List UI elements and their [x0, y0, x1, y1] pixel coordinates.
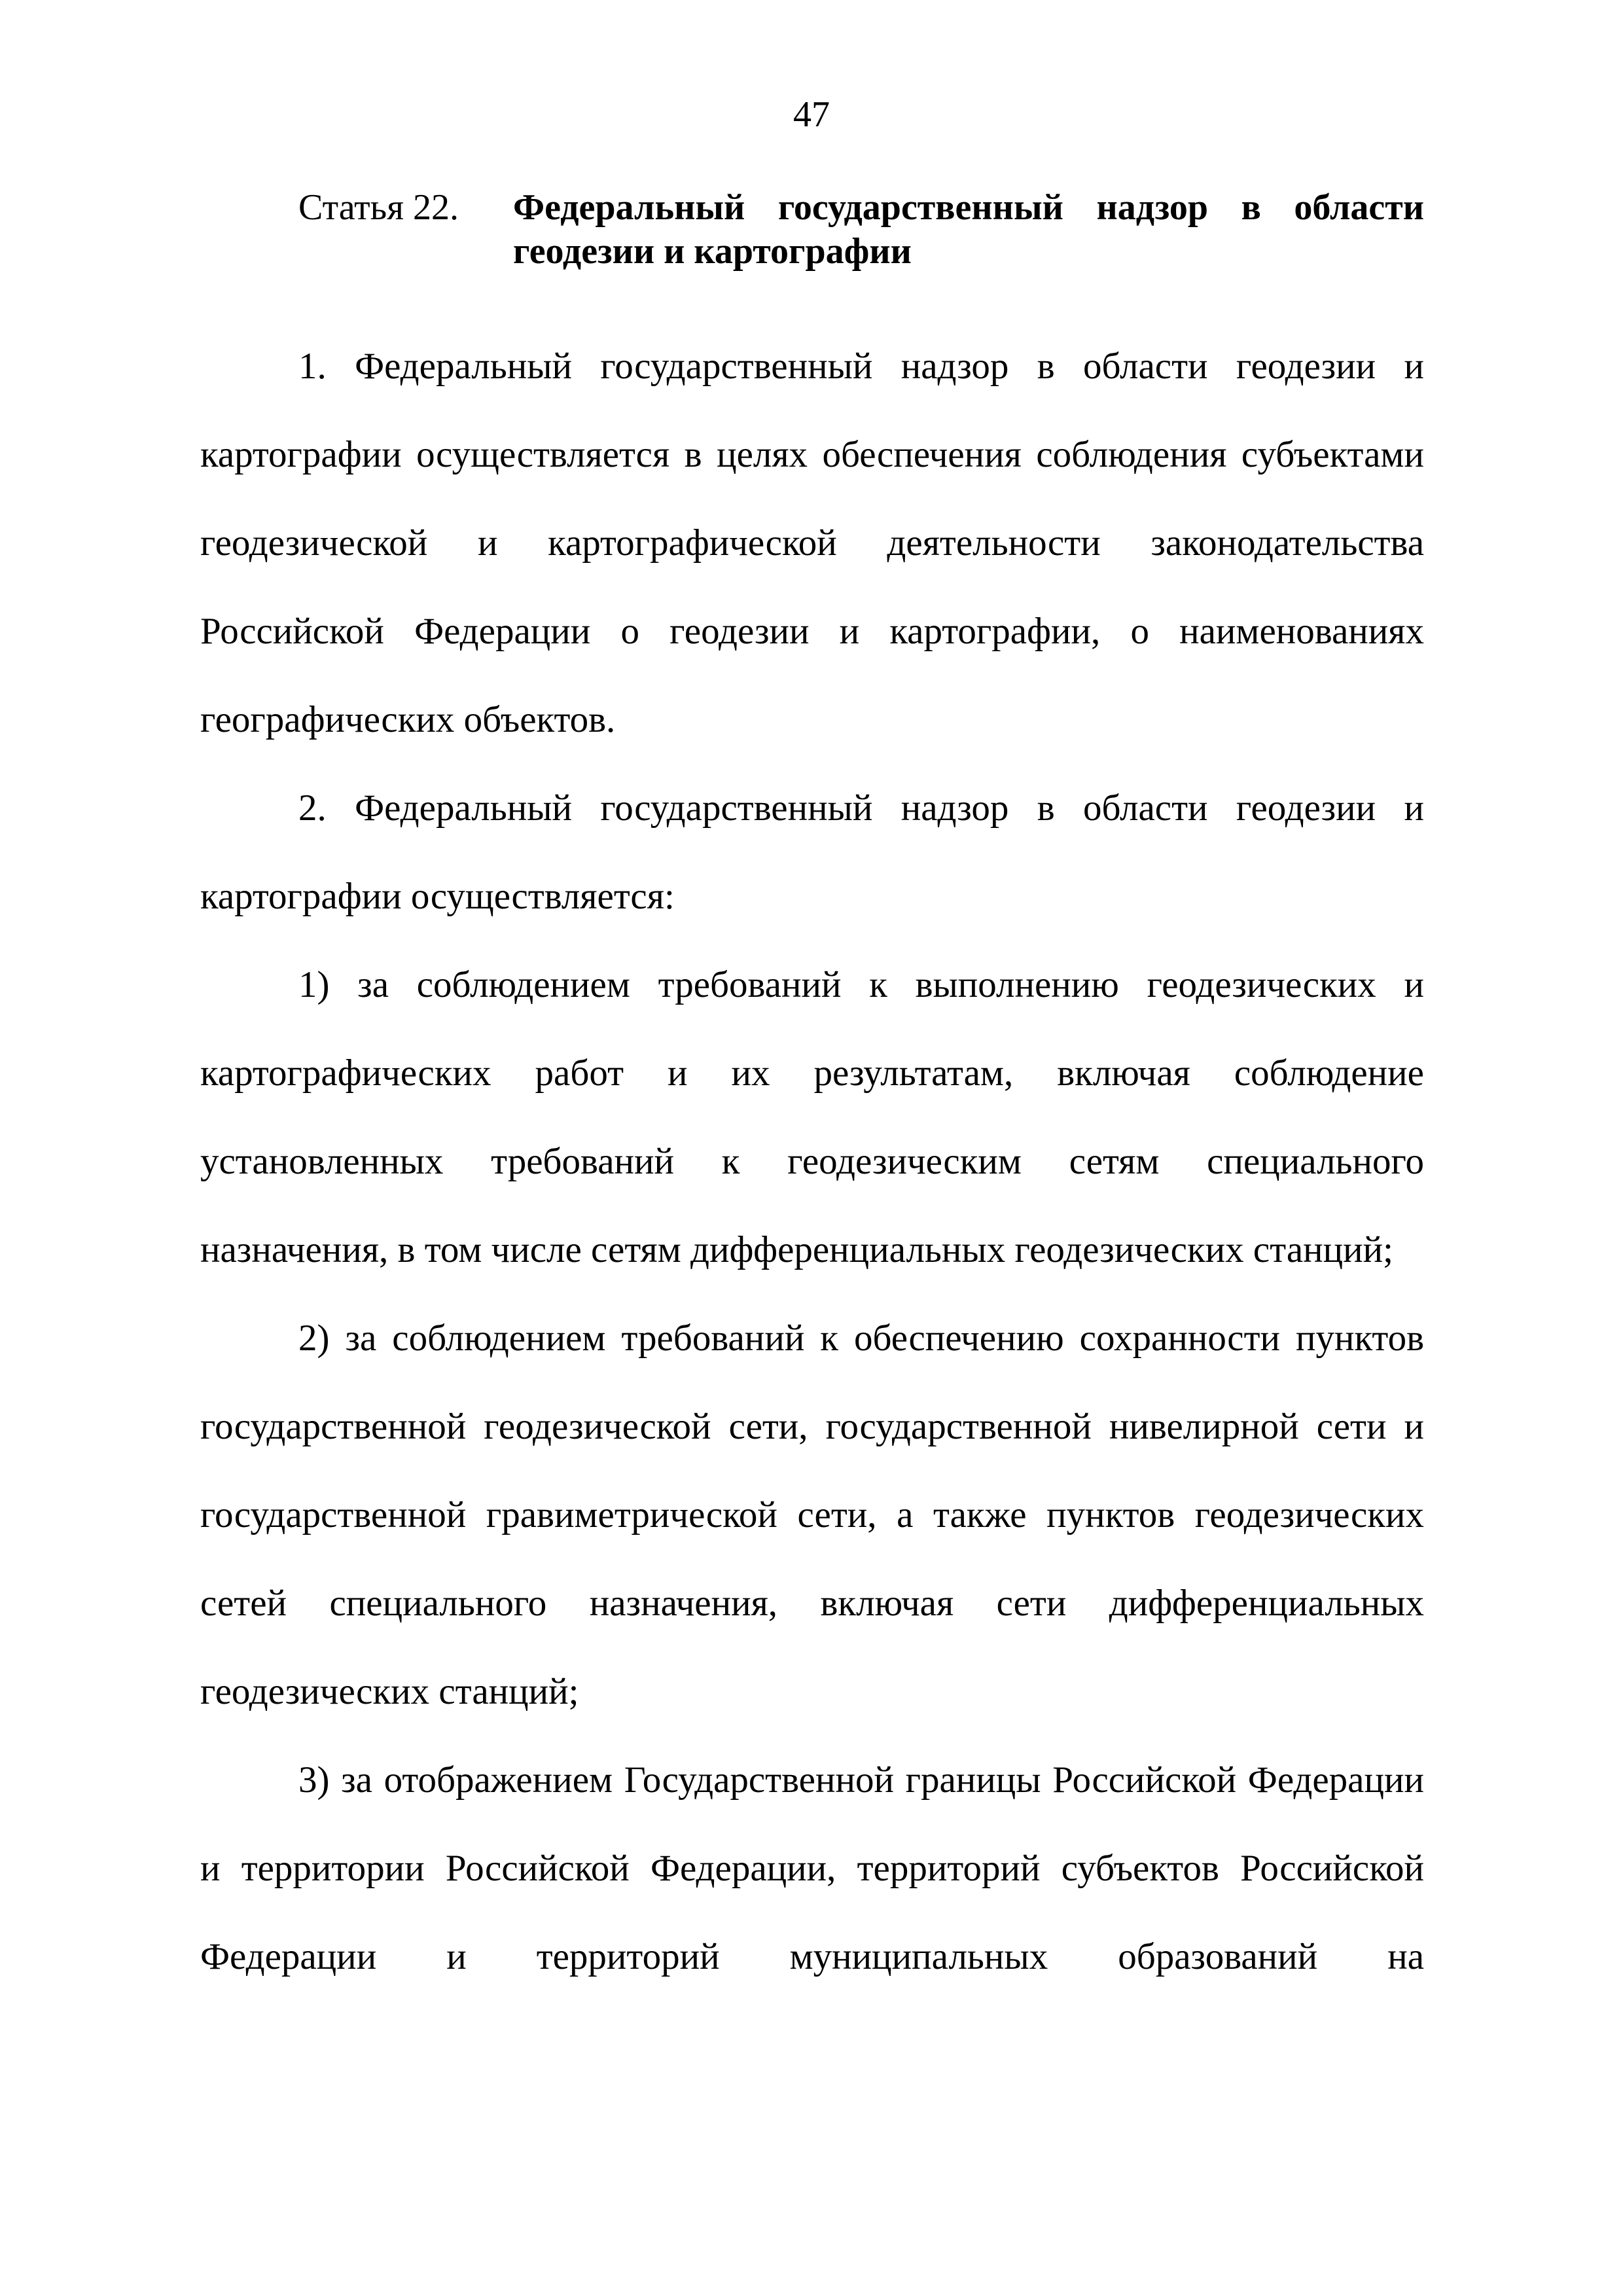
- article-body: [200, 322, 1424, 2001]
- article-heading: [298, 186, 1424, 274]
- list-item-1: 1) за соблюдением требований к выполнению геодезических и картографических работ и их результатам, включая соблюдение установленных требований к геодезическим сетям специального назначения, в том числе сетям дифференциальных геодезических станций;: [200, 964, 1424, 1270]
- paragraph-2: 2. Федеральный государственный надзор в области геодезии и картографии осуществляется:: [200, 787, 1424, 917]
- page-number: 47: [793, 94, 830, 135]
- paragraph-1: 1. Федеральный государственный надзор в области геодезии и картографии осуществляется в целях обеспечения соблюдения субъектами геодезической и картографической деятельности законодательства Российской Федерации о геодезии и картографии, о наименованиях географических объектов.: [200, 346, 1424, 740]
- article-title: Федеральный государственный надзор в области геодезии и картографии: [513, 187, 1424, 272]
- list-item-2: 2) за соблюдением требований к обеспечению сохранности пунктов государственной геодезической сети, государственной нивелирной сети и государственной гравиметрической сети, а также пунктов геодезических сетей специального назначения, включая сети дифференциальных геодезических станций;: [200, 1318, 1424, 1712]
- list-item-3: 3) за отображением Государственной границы Российской Федерации и территории Российской Федерации, территорий субъектов Российской Федерации и территорий муниципальных образований на: [200, 1759, 1424, 1977]
- article-label: Статья 22.: [298, 187, 459, 228]
